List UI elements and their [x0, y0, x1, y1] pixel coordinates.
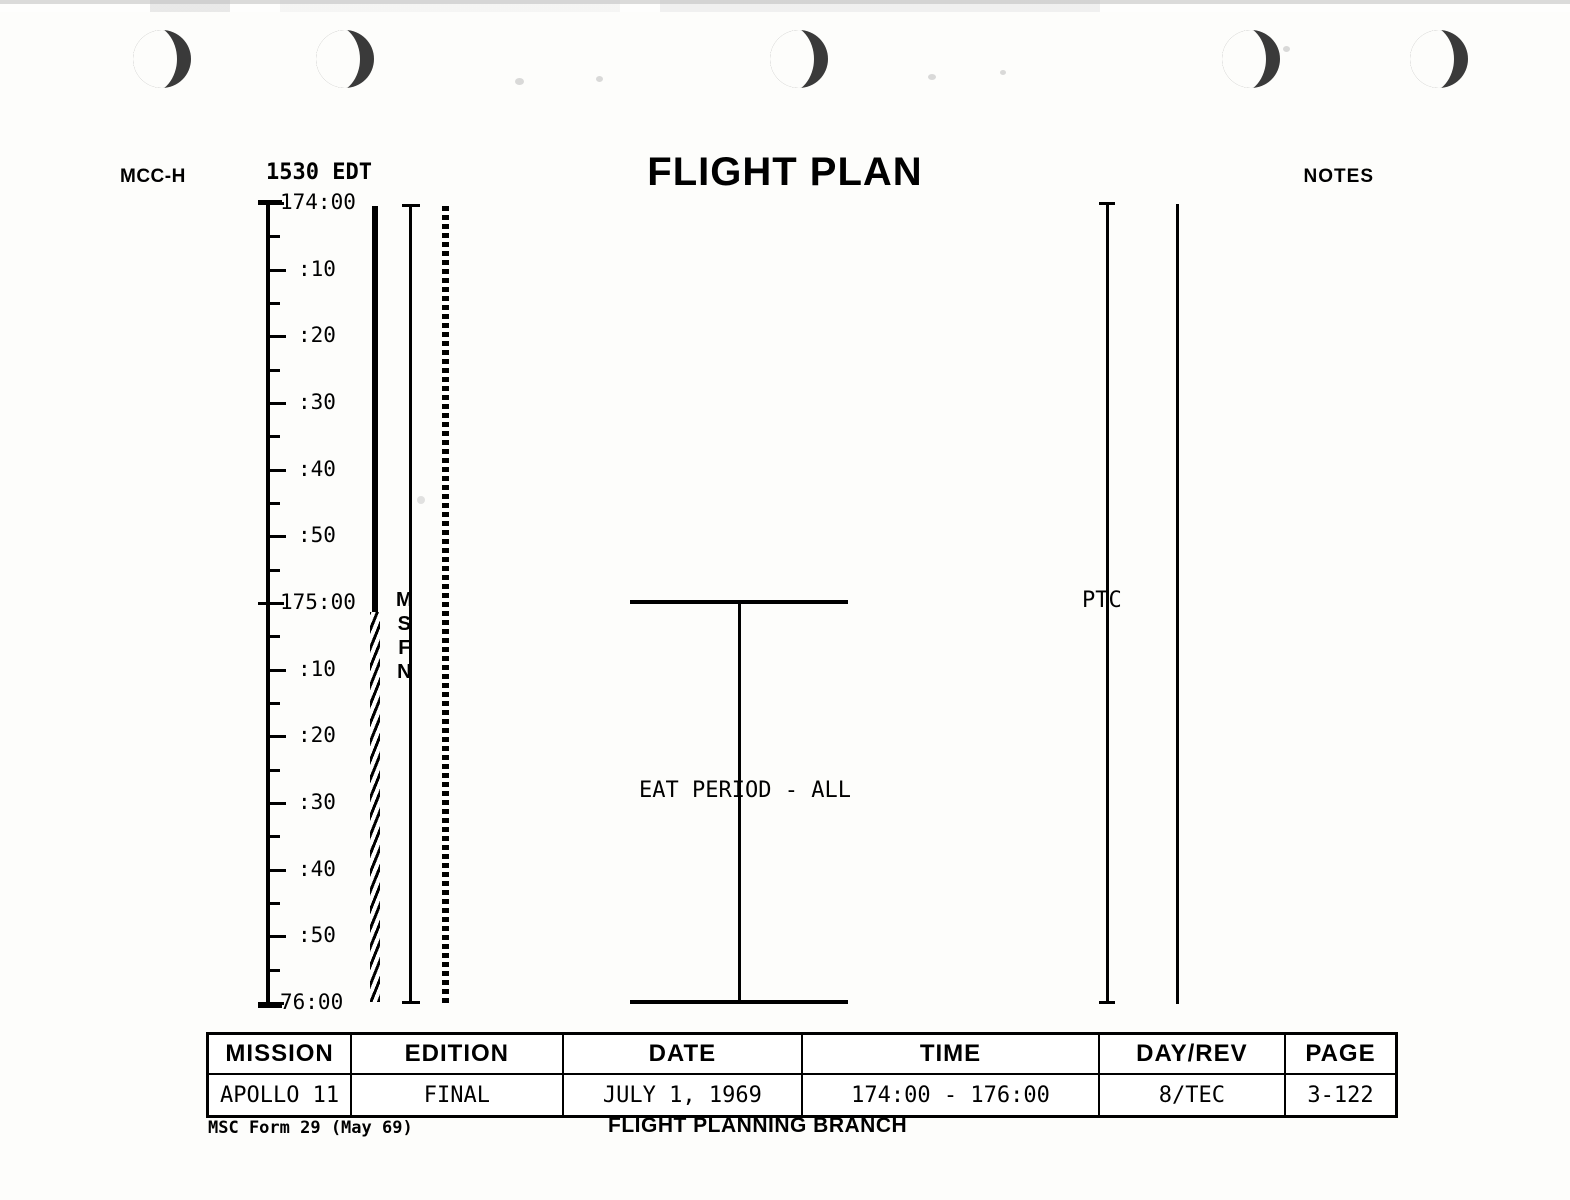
scale-tick-minute	[266, 502, 280, 505]
scale-label-minute: :10	[298, 257, 336, 281]
scale-tick-minute	[266, 535, 286, 538]
value-date: JULY 1, 1969	[563, 1074, 803, 1117]
notes-column-header: NOTES	[1303, 166, 1374, 187]
punch-hole	[316, 30, 374, 88]
msfn-letter-m: M	[396, 589, 413, 611]
scale-label-minute: :50	[298, 923, 336, 947]
scale-label-hour: 76:00	[280, 990, 344, 1014]
scale-label-hour: 174:00	[280, 190, 356, 214]
msfn-letter-n: N	[397, 661, 412, 683]
scale-label-minute: :30	[298, 790, 336, 814]
flight-planning-branch-label: FLIGHT PLANNING BRANCH	[608, 1114, 908, 1137]
scale-label-minute: :20	[298, 323, 336, 347]
ptc-label: PTC	[1082, 588, 1122, 613]
header-day-rev: DAY/REV	[1099, 1034, 1285, 1075]
edt-time-label: 1530 EDT	[266, 160, 372, 185]
notes-column-rule	[1176, 204, 1179, 1004]
punch-hole	[770, 30, 828, 88]
scale-tick-minute	[266, 269, 286, 272]
scale-tick-minute	[266, 569, 280, 572]
table-header-row	[208, 1034, 1397, 1075]
msfn-letter-s: S	[397, 613, 411, 635]
scale-tick-minute	[266, 769, 280, 772]
value-day-rev: 8/TEC	[1099, 1074, 1285, 1117]
scale-tick-minute	[266, 369, 280, 372]
msfn-dotted-bar	[442, 206, 449, 1004]
scale-tick-minute	[266, 869, 286, 872]
msfn-label	[396, 588, 413, 684]
scale-tick-minute	[266, 935, 286, 938]
scale-label-minute: :50	[298, 523, 336, 547]
scale-tick-minute	[266, 335, 286, 338]
scan-edge-line	[0, 0, 1570, 4]
header-date: DATE	[563, 1034, 803, 1075]
header-edition: EDITION	[351, 1034, 562, 1075]
msfn-bracket-bottom	[402, 1001, 420, 1004]
value-page: 3-122	[1285, 1074, 1397, 1117]
scale-tick-minute	[266, 835, 280, 838]
scan-speck	[596, 76, 603, 82]
scale-label-minute: :30	[298, 390, 336, 414]
scale-tick-minute	[266, 435, 280, 438]
eat-period-bottom-rule	[630, 1000, 848, 1004]
scan-speck	[928, 74, 936, 80]
table-row	[208, 1074, 1397, 1117]
header-time: TIME	[802, 1034, 1099, 1075]
msfn-letter-f: F	[398, 637, 411, 659]
scan-speck	[417, 496, 425, 504]
scale-tick-minute	[266, 902, 280, 905]
header-mission: MISSION	[208, 1034, 352, 1075]
scale-tick-minute	[266, 802, 286, 805]
scale-tick-minute	[266, 302, 280, 305]
punch-hole	[1222, 30, 1280, 88]
mcc-h-label: MCC-H	[120, 166, 186, 187]
scale-tick-minute	[266, 235, 280, 238]
scan-speck	[1000, 70, 1006, 75]
scale-tick-minute	[266, 669, 286, 672]
scale-label-minute: :40	[298, 457, 336, 481]
scale-tick-minute	[266, 469, 286, 472]
msfn-bracket-top	[402, 204, 420, 207]
page-title: FLIGHT PLAN	[647, 150, 923, 194]
scale-tick-minute	[266, 969, 280, 972]
scale-label-hour: 175:00	[280, 590, 356, 614]
scale-tick-minute	[266, 635, 280, 638]
scale-label-minute: :40	[298, 857, 336, 881]
header-page: PAGE	[1285, 1034, 1397, 1075]
scale-tick-minute	[266, 402, 286, 405]
eat-period-label: EAT PERIOD - ALL	[639, 778, 851, 803]
timeline-scale	[258, 190, 378, 1014]
ptc-cap-bottom	[1099, 1001, 1115, 1004]
scale-label-minute: :20	[298, 723, 336, 747]
value-edition: FINAL	[351, 1074, 562, 1117]
value-mission: APOLLO 11	[208, 1074, 352, 1117]
value-time: 174:00 - 176:00	[802, 1074, 1099, 1117]
punch-hole	[133, 30, 191, 88]
scale-tick-minute	[266, 735, 286, 738]
msfn-hatched-bar	[370, 612, 380, 1002]
scan-speck	[1283, 46, 1290, 52]
scale-label-minute: :10	[298, 657, 336, 681]
scan-speck	[515, 78, 524, 85]
msfn-coverage-bar	[372, 206, 378, 618]
footer-table	[206, 1032, 1398, 1118]
msc-form-label: MSC Form 29 (May 69)	[208, 1118, 413, 1138]
punch-hole	[1410, 30, 1468, 88]
scale-tick-minute	[266, 702, 280, 705]
